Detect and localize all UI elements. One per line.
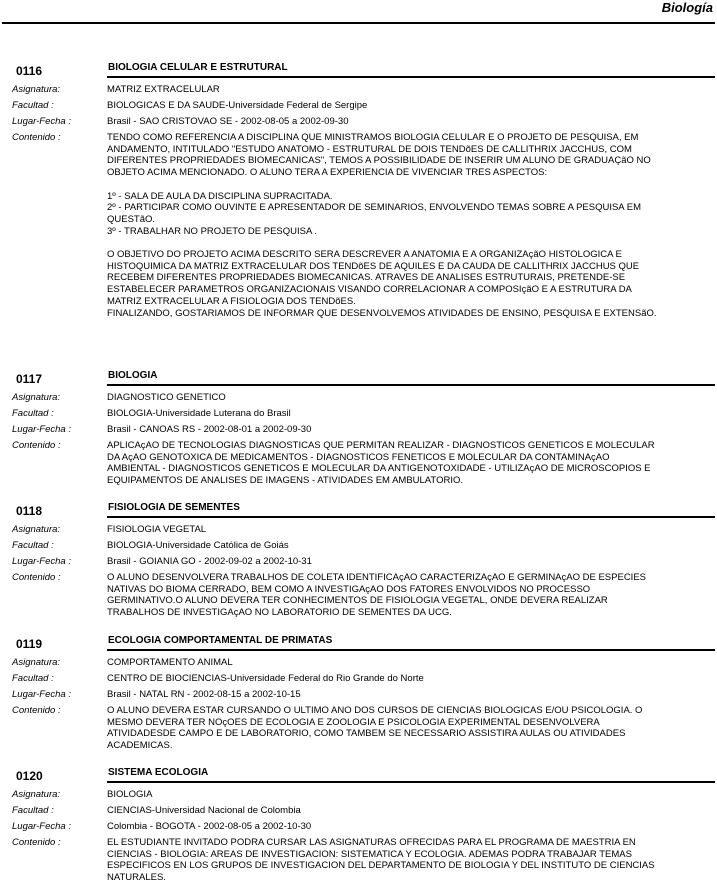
field-label: Contenido : — [12, 572, 61, 583]
entry-divider — [107, 649, 715, 651]
lugar-fecha-value: Brasil - NATAL RN - 2002-08-15 a 2002-10-15 — [107, 689, 301, 700]
entry-code: 0117 — [16, 372, 43, 386]
field-label: Lugar-Fecha : — [12, 689, 71, 700]
field-label: Contenido : — [12, 440, 61, 451]
entry-divider — [107, 76, 715, 78]
entry-title: BIOLOGIA — [108, 370, 158, 381]
entry-divider — [107, 516, 715, 518]
page-title: Biología — [661, 0, 713, 15]
lugar-fecha-value: Brasil - SAO CRISTOVAO SE - 2002-08-05 a 2002-09-30 — [107, 116, 349, 127]
field-label: Lugar-Fecha : — [12, 424, 71, 435]
entry-title: ECOLOGIA COMPORTAMENTAL DE PRIMATAS — [108, 635, 333, 646]
entry-code: 0119 — [16, 637, 43, 651]
facultad-value: CENTRO DE BIOCIENCIAS-Universidade Federal do Rio Grande do Norte — [107, 673, 424, 684]
entry-title: SISTEMA ECOLOGIA — [108, 767, 209, 778]
field-label: Contenido : — [12, 837, 61, 848]
lugar-fecha-value: Colombia - BOGOTA - 2002-08-05 a 2002-10-30 — [107, 821, 312, 832]
field-label: Facultad : — [12, 673, 54, 684]
lugar-fecha-value: Brasil - GOIANIA GO - 2002-09-02 a 2002-10-31 — [107, 556, 312, 567]
entry-title: BIOLOGIA CELULAR E ESTRUTURAL — [108, 62, 288, 73]
field-label: Asignatura: — [12, 789, 61, 800]
field-label: Lugar-Fecha : — [12, 821, 71, 832]
asignatura-value: COMPORTAMENTO ANIMAL — [107, 657, 233, 668]
entry-code: 0120 — [16, 769, 43, 783]
asignatura-value: BIOLOGIA — [107, 789, 153, 800]
lugar-fecha-value: Brasil - CANOAS RS - 2002-08-01 a 2002-09-30 — [107, 424, 312, 435]
page-header — [0, 0, 717, 24]
facultad-value: BIOLOGIA-Universidade Católica de Goiás — [107, 540, 289, 551]
field-label: Asignatura: — [12, 657, 61, 668]
entry-divider — [107, 384, 715, 386]
field-label: Asignatura: — [12, 84, 61, 95]
field-label: Facultad : — [12, 100, 54, 111]
facultad-value: CIENCIAS-Universidad Nacional de Colombia — [107, 805, 301, 816]
field-label: Lugar-Fecha : — [12, 116, 71, 127]
contenido-value: O ALUNO DESENVOLVERA TRABALHOS DE COLETA IDENTIFICAçAO CARACTERIZAçAO E GERMINAçAO DE ESPECIES NATIVAS DO BIOMA CERRADO, BEM COMO A INVESTIGAçAO DOS FATORES ENVOLVIDOS NO PROCESSO GERMINATIVO.O ALUNO DEVERA TER CONHECIMENTOS DE FISIOLOGIA VEGETAL, ONDE DEVERA REALIZAR TRABALHOS DE INVESTIGAçAO NO LABORATORIO DE SEMENTES DA UCG. — [107, 572, 646, 619]
field-label: Contenido : — [12, 705, 61, 716]
entry-code: 0116 — [16, 64, 43, 78]
facultad-value: BIOLOGICAS E DA SAUDE-Universidade Federal de Sergipe — [107, 100, 368, 111]
entry-title: FISIOLOGIA DE SEMENTES — [108, 502, 240, 513]
field-label: Facultad : — [12, 540, 54, 551]
asignatura-value: FISIOLOGIA VEGETAL — [107, 524, 207, 535]
field-label: Contenido : — [12, 132, 61, 143]
field-label: Asignatura: — [12, 524, 61, 535]
field-label: Facultad : — [12, 408, 54, 419]
contenido-value: TENDO COMO REFERENCIA A DISCIPLINA QUE MINISTRAMOS BIOLOGIA CELULAR E O PROJETO DE PESQUISA, EM ANDAMENTO, INTITULADO "ESTUDO ANATOMO - ESTRUTURAL DE DOIS TENDõES DE CALLITHRIX JACCHUS, COM DIFERENTES PROPRIEDADES BIOMECANICAS", TEMOS A POSSIBILIDADE DE INSERIR UM ALUNO DE GRADUAÇãO NO OBJETO ACIMA MENCIONADO. O ALUNO TERA A EXPERIENCIA DE VIVENCIAR TRES ASPECTOS: 1º - SALA DE AULA DA DISCIPLINA SUPRACITADA. 2º - PARTICIPAR COMO OUVINTE E APRESENTADOR DE SEMINARIOS, ENVOLVENDO TEMAS SOBRE A PESQUISA EM QUESTãO. 3º - TRABALHAR NO PROJETO DE PESQUISA . O OBJETIVO DO PROJETO ACIMA DESCRITO SERA DESCREVER A ANATOMIA E A ORGANIZAçãO HISTOLOGICA E HISTOQUIMICA DA MATRIZ EXTRACELULAR DOS TENDõES DE AQUILES E DA CAUDA DE CALLITHRIX JACCHUS QUE RECEBEM DIFERENTES PROPRIEDADES BIOMECANICAS. ATRAVES DE ANALISES ESTRUTURAIS, PRETENDE-SE ESTABELECER PARAMETROS ORGANIZACIONAIS VISANDO CORRELACIONAR A COMPOSIçãO E A ESTRUTURA DA MATRIZ EXTRACELULAR A FISIOLOGIA DOS TENDõES. FINALIZANDO, GOSTARIAMOS DE INFORMAR QUE DESENVOLVEMOS ATIVIDADES DE ENSINO, PESQUISA E EXTENSãO. — [107, 132, 657, 319]
header-divider — [2, 22, 715, 24]
field-label: Lugar-Fecha : — [12, 556, 71, 567]
contenido-value: APLICAçAO DE TECNOLOGIAS DIAGNOSTICAS QUE PERMITAN REALIZAR - DIAGNOSTICOS GENETICOS E MOLECULAR DA AçAO GENOTOXICA DE MEDICAMENTOS - DIAGNOSTICOS FENETICOS E MOLECULAR DA CONTAMINAçAO AMBIENTAL - DIAGNOSTICOS GENETICOS E MOLECULAR DA ANTIGENOTOXIDADE - UTILIZAçAO DE MICROSCOPIOS E EQUIPAMENTOS DE ANALISES DE IMAGENS - ATIVIDADES EM AMBULATORIO. — [107, 440, 655, 487]
asignatura-value: DIAGNOSTICO GENETICO — [107, 392, 226, 403]
field-label: Asignatura: — [12, 392, 61, 403]
entry-divider — [107, 781, 715, 783]
facultad-value: BIOLOGIA-Universidade Luterana do Brasil — [107, 408, 291, 419]
contenido-value: O ALUNO DEVERA ESTAR CURSANDO O ULTIMO ANO DOS CURSOS DE CIENCIAS BIOLOGICAS E/OU PSICOLOGIA. O MESMO DEVERA TER NOçOES DE ECOLOGIA E ZOOLOGIA E PSICOLOGIA EXPERIMENTAL DESENVOLVERA ATIVIDADESDE CAMPO E DE LABORATORIO, COMO TAMBEM SE NECESSARIO ASSISTIRA AULAS OU ATIVIDADES ACADEMICAS. — [107, 705, 643, 752]
asignatura-value: MATRIZ EXTRACELULAR — [107, 84, 220, 95]
contenido-value: EL ESTUDIANTE INVITADO PODRA CURSAR LAS ASIGNATURAS OFRECIDAS PARA EL PROGRAMA DE MAESTRIA EN CIENCIAS - BIOLOGIA: AREAS DE INVESTIGACION: SISTEMATICA Y ECOLOGIA. ADEMAS PODRA TRABAJAR TEMAS ESPECIFICOS EN LOS GRUPOS DE INVESTIGACION DEL DEPARTAMENTO DE BIOLOGIA Y DEL INSTITUTO DE CIENCIAS NATURALES. — [107, 837, 655, 884]
field-label: Facultad : — [12, 805, 54, 816]
entry-code: 0118 — [16, 504, 43, 518]
